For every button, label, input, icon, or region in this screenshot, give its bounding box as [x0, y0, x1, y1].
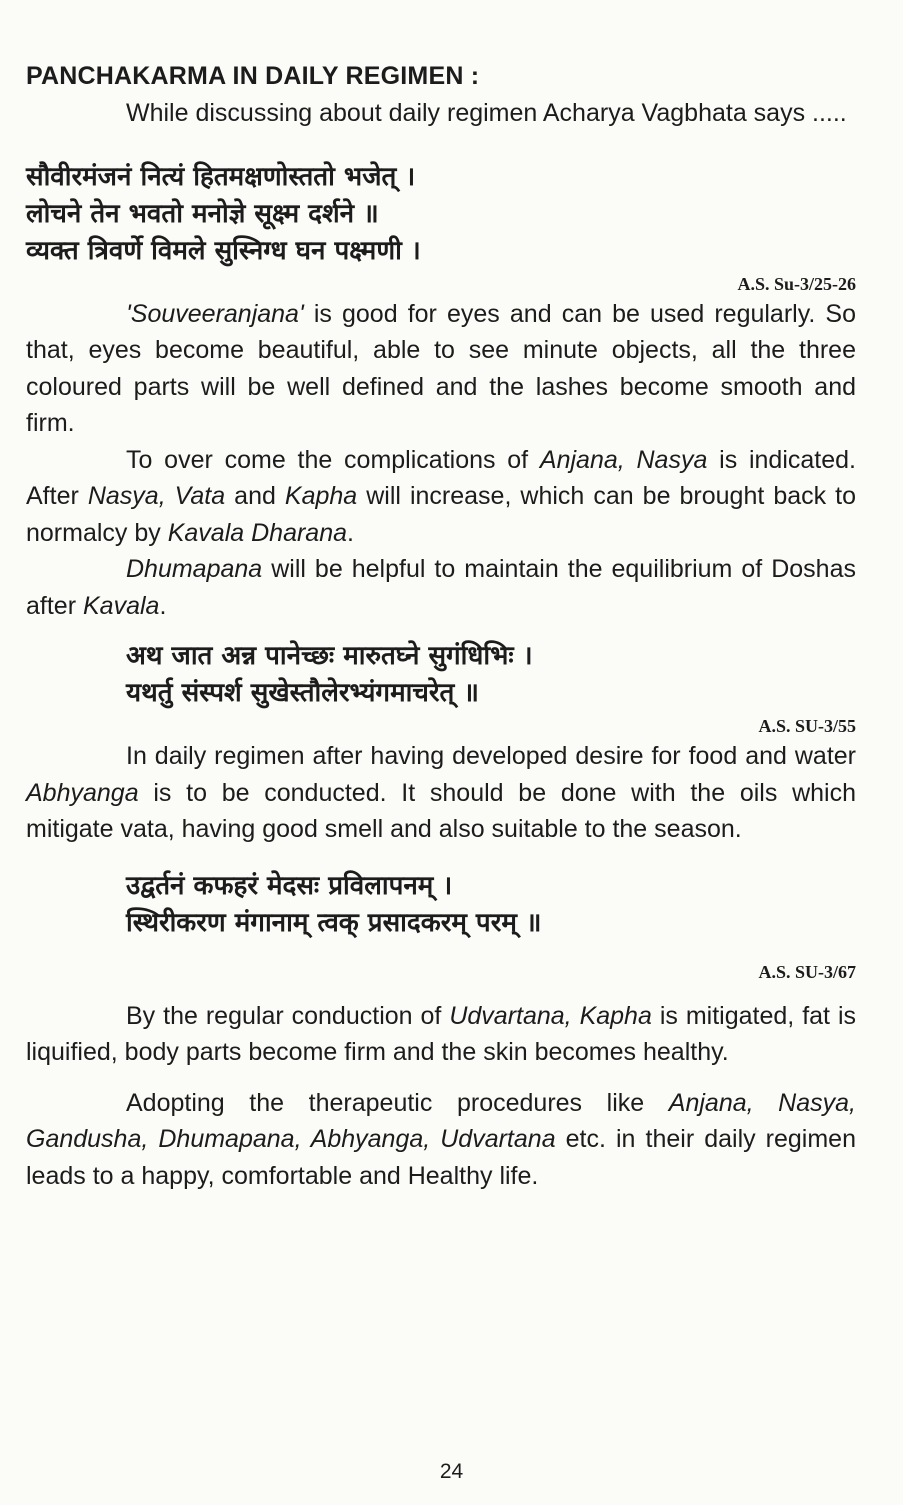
- verse-reference-2: A.S. SU-3/55: [758, 716, 856, 736]
- sanskrit-verse-3: [126, 868, 856, 942]
- paragraph-complications: To over come the complications of Anjana, Nasya is indicated. After Nasya, Vata and Kapha will increase, which can be brought back to normalcy by Kavala Dharana.: [26, 445, 856, 547]
- section-heading: PANCHAKARMA IN DAILY REGIMEN :: [26, 62, 480, 90]
- paragraph-souveeranjana: 'Souveeranjana' is good for eyes and can be used regularly. So that, eyes become beautiful, able to see minute objects, all the three coloured parts will be well defined and the lashes become smooth and firm.: [26, 299, 856, 437]
- page-number: 24: [439, 1460, 464, 1483]
- verse-line: लोचने तेन भवतो मनोज्ञे सूक्ष्म दर्शने ॥: [26, 198, 379, 229]
- verse-line: स्थिरीकरण मंगानाम् त्वक् प्रसादकरम् परम् ॥: [126, 907, 542, 938]
- paragraph-udvartana: By the regular conduction of Udvartana, Kapha is mitigated, fat is liquified, body parts become firm and the skin becomes healthy.: [26, 1001, 857, 1066]
- paragraph-conclusion: Adopting the therapeutic procedures like Anjana, Nasya, Gandusha, Dhumapana, Abhyanga, Udvartana etc. in their daily regimen leads to a happy, comfortable and Healthy life.: [26, 1088, 856, 1190]
- sanskrit-verse-2: [126, 638, 856, 712]
- intro-paragraph: While discussing about daily regimen Acharya Vagbhata says .....: [126, 99, 847, 127]
- verse-reference-1: A.S. Su-3/25-26: [737, 273, 856, 294]
- verse-line: अथ जात अन्न पानेच्छः मारुतघ्ने सुगंधिभिः ।: [126, 641, 533, 671]
- paragraph-dhumapana: Dhumapana will be helpful to maintain the equilibrium of Doshas after Kavala.: [26, 555, 856, 620]
- verse-line: सौवीरमंजनं नित्यं हितमक्षणोस्ततो भजेत् ।: [26, 161, 416, 192]
- sanskrit-verse-1: [26, 159, 856, 270]
- verse-reference-3: A.S. SU-3/67: [758, 961, 856, 982]
- verse-line: उद्वर्तनं कफहरं मेदसः प्रविलापनम् ।: [126, 870, 453, 901]
- emphasis: 'Souveeranjana': [126, 299, 304, 328]
- paragraph-abhyanga: In daily regimen after having developed desire for food and water Abhyanga is to be conducted. It should be done with the oils which mitigate vata, having good smell and also suitable to the season.: [26, 742, 856, 843]
- verse-line: व्यक्त त्रिवर्णे विमले सुस्निग्ध घन पक्ष्मणी ।: [26, 235, 421, 266]
- page-content: [26, 62, 856, 1194]
- verse-line: यथर्तु संस्पर्श सुखेस्तौलेरभ्यंगमाचरेत् ॥: [126, 678, 479, 708]
